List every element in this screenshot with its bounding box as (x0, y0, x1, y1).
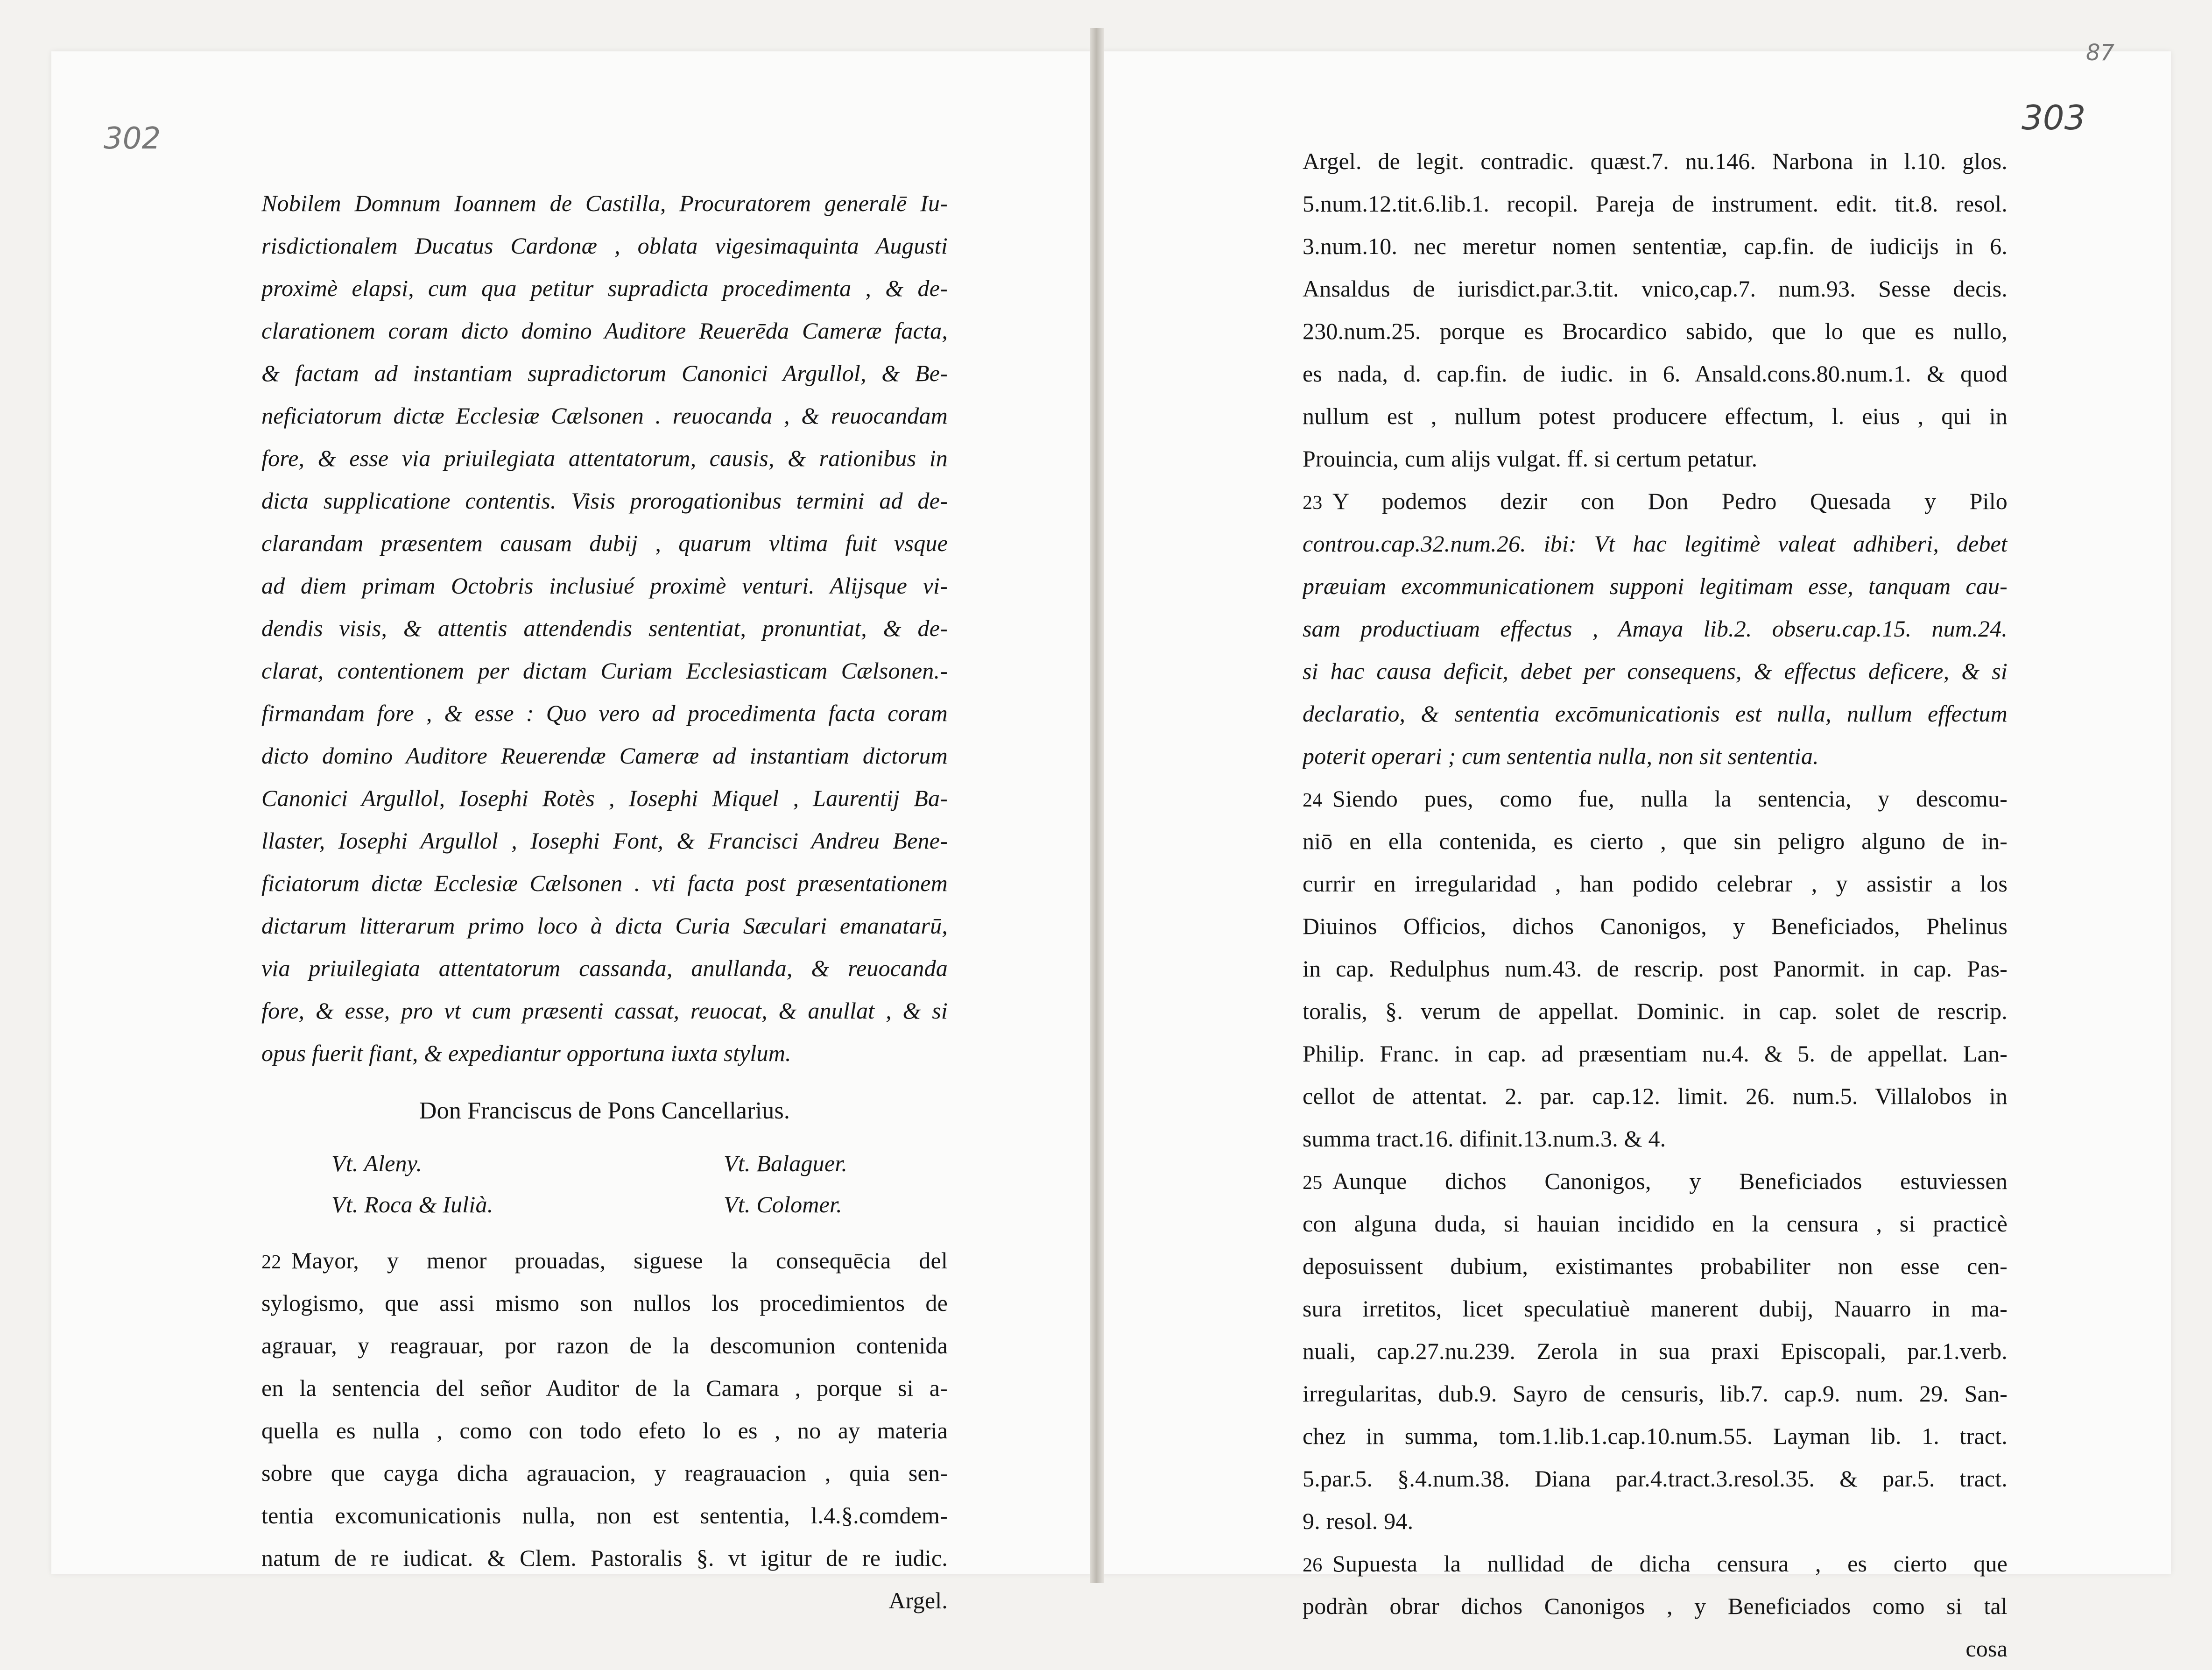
text-line: toralis, §. verum de appellat. Dominic. in cap. solet de rescrip. (1303, 998, 2008, 1024)
text-line: poterit operari ; cum sententia nulla, non sit sententia. (1303, 743, 1819, 769)
paragraph-number: 25 (1303, 1172, 1323, 1194)
text-line: 5.par.5. §.4.num.38. Diana par.4.tract.3.resol.35. & par.5. tract. (1303, 1465, 2008, 1492)
text-line: dicta supplicatione contentis. Visis prorogationibus termini ad de- (261, 488, 948, 514)
text-line: dictarum litterarum primo loco à dicta Curia Sæculari emanatarū, (261, 913, 948, 939)
catchword: cosa (1965, 1635, 2008, 1662)
text-line: ad diem primam Octobris inclusiué proximè venturi. Alijsque vi- (261, 573, 948, 599)
paragraph-23 (1303, 480, 2008, 778)
paragraph-number: 26 (1303, 1555, 1323, 1576)
text-line: dicto domino Auditore Reuerendæ Cameræ ad instantiam dictorum (261, 743, 948, 769)
text-line: currir en irregularidad , han podido celebrar , y assistir a los (1303, 870, 2008, 897)
right-text-column (1303, 140, 2008, 1670)
paragraph-22 (261, 1239, 948, 1622)
paragraph-number: 23 (1303, 492, 1323, 514)
text-line: fore, & esse via priuilegiata attentatorum, causis, & rationibus in (261, 445, 948, 471)
text-line: neficiatorum dictæ Ecclesiæ Cælsonen . reuocanda , & reuocandam (261, 403, 948, 429)
text-line: deposuissent dubium, existimantes probabiliter non esse cen- (1303, 1253, 2008, 1279)
signatures (261, 1142, 948, 1231)
text-line: Y podemos dezir con Don Pedro Quesada y Pilo (1332, 488, 2008, 514)
signature: Vt. Balaguer. (724, 1150, 848, 1176)
text-line: 3.num.10. nec meretur nomen sententiæ, cap.fin. de iudicijs in 6. (1303, 233, 2008, 259)
left-text-column (261, 182, 948, 1622)
text-line: natum de re iudicat. & Clem. Pastoralis §. vt igitur de re iudic. (261, 1545, 948, 1571)
text-line: Aunque dichos Canonigos, y Beneficiados estuviessen (1332, 1168, 2008, 1194)
text-line: irregularitas, dub.9. Sayro de censuris, lib.7. cap.9. num. 29. San- (1303, 1380, 2008, 1407)
text-line: niō en ella contenida, es cierto , que sin peligro alguno de in- (1303, 828, 2008, 854)
signature: Vt. Colomer. (724, 1191, 842, 1217)
paragraph-26 (1303, 1543, 2008, 1670)
text-line: Mayor, y menor prouadas, siguese la consequēcia del (291, 1247, 948, 1274)
paragraph-24 (1303, 778, 2008, 1160)
catchword: Argel. (888, 1587, 948, 1613)
text-line: Siendo pues, como fue, nulla la sentencia, y descomu- (1332, 785, 2008, 812)
text-line: fore, & esse, pro vt cum præsenti cassat, reuocat, & anullat , & si (261, 998, 948, 1024)
text-line: sura irretitos, licet speculatiuè manerent dubij, Nauarro in ma- (1303, 1295, 2008, 1322)
text-line: ficiatorum dictæ Ecclesiæ Cælsonen . vti facta post præsentationem (261, 870, 948, 896)
text-line: via priuilegiata attentatorum cassanda, anullanda, & reuocanda (261, 955, 948, 981)
paragraph-number: 22 (261, 1252, 282, 1273)
text-line: & factam ad instantiam supradictorum Canonici Argullol, & Be- (261, 360, 948, 386)
text-line: Philip. Franc. in cap. ad præsentiam nu.4. & 5. de appellat. Lan- (1303, 1040, 2008, 1067)
text-line: firmandam fore , & esse : Quo vero ad procedimenta facta coram (261, 700, 948, 726)
paragraph-number: 24 (1303, 790, 1323, 811)
text-line: es nada, d. cap.fin. de iudic. in 6. Ansald.cons.80.num.1. & quod (1303, 361, 2008, 387)
folio-number-left: 302 (104, 121, 161, 156)
continuation-block (1303, 140, 2008, 480)
text-line: podràn obrar dichos Canonigos , y Beneficiados como si tal (1303, 1593, 2008, 1619)
text-line: Supuesta la nullidad de dicha censura , es cierto que (1332, 1550, 2008, 1577)
latin-sentence-block (261, 182, 948, 1075)
text-line: risdictionalem Ducatus Cardonæ , oblata vigesimaquinta Augusti (261, 233, 948, 259)
text-line: proximè elapsi, cum qua petitur supradicta procedimenta , & de- (261, 275, 948, 301)
text-line: dendis visis, & attentis attendendis sententiat, pronuntiat, & de- (261, 615, 948, 641)
text-line: opus fuerit fiant, & expediantur opportuna iuxta stylum. (261, 1040, 791, 1066)
chancellor-name: Don Franciscus de Pons Cancellarius. (419, 1097, 790, 1124)
text-line: con alguna duda, si hauian incidido en la censura , si practicè (1303, 1210, 2008, 1237)
text-line: Canonici Argullol, Iosephi Rotès , Iosephi Miquel , Laurentij Ba- (261, 785, 948, 811)
text-line: 9. resol. 94. (1303, 1508, 1414, 1534)
text-line: sylogismo, que assi mismo son nullos los procedimientos de (261, 1290, 948, 1316)
signature: Vt. Aleny. (331, 1150, 423, 1176)
text-line: agrauar, y reagrauar, por razon de la descomunion contenida (261, 1332, 948, 1359)
text-line: Diuinos Officios, dichos Canonigos, y Beneficiados, Phelinus (1303, 913, 2008, 939)
text-line: 230.num.25. porque es Brocardico sabido, que lo que es nullo, (1303, 318, 2008, 344)
text-line: llaster, Iosephi Argullol , Iosephi Font, & Francisci Andreu Bene- (261, 828, 948, 854)
paragraph-25 (1303, 1160, 2008, 1543)
text-line: tentia excomunicationis nulla, non est sententia, l.4.§.comdem- (261, 1502, 948, 1528)
text-line: præuiam excommunicationem supponi legitimam esse, tanquam cau- (1303, 573, 2008, 599)
text-line: declaratio, & sententia excōmunicationis est nulla, nullum effectum (1303, 701, 2008, 727)
folio-number: 303 (2022, 98, 2086, 137)
folio-number-small: 87 (2086, 40, 2115, 66)
text-line: controu.cap.32.num.26. ibi: Vt hac legitimè valeat adhiberi, debet (1303, 531, 2008, 557)
text-line: summa tract.16. difinit.13.num.3. & 4. (1303, 1125, 1666, 1152)
text-line: en la sentencia del señor Auditor de la Camara , porque si a- (261, 1375, 948, 1401)
text-line: Ansaldus de iurisdict.par.3.tit. vnico,cap.7. num.93. Sesse decis. (1303, 276, 2008, 302)
text-line: cellot de attentat. 2. par. cap.12. limit. 26. num.5. Villalobos in (1303, 1083, 2008, 1109)
text-line: chez in summa, tom.1.lib.1.cap.10.num.55. Layman lib. 1. tract. (1303, 1423, 2008, 1449)
text-line: clarandam præsentem causam dubij , quarum vltima fuit vsque (261, 530, 948, 556)
text-line: nullum est , nullum potest producere effectum, l. eius , qui in (1303, 403, 2008, 429)
book-gutter (1090, 28, 1104, 1583)
text-line: nuali, cap.27.nu.239. Zerola in sua praxi Episcopali, par.1.verb. (1303, 1338, 2008, 1364)
text-line: in cap. Redulphus num.43. de rescrip. post Panormit. in cap. Pas- (1303, 955, 2008, 982)
text-line: si hac causa deficit, debet per consequens, & effectus deficere, & si (1303, 658, 2008, 684)
text-line: 5.num.12.tit.6.lib.1. recopil. Pareja de instrument. edit. tit.8. resol. (1303, 191, 2008, 217)
text-line: Argel. de legit. contradic. quæst.7. nu.146. Narbona in l.10. glos. (1303, 148, 2008, 174)
signature: Vt. Roca & Iulià. (331, 1191, 493, 1217)
text-line: Prouincia, cum alijs vulgat. ff. si certum petatur. (1303, 446, 1758, 472)
text-line: Nobilem Domnum Ioannem de Castilla, Procuratorem generalē Iu- (261, 190, 948, 216)
text-line: sobre que cayga dicha agrauacion, y reagrauacion , quia sen- (261, 1460, 948, 1486)
text-line: clarat, contentionem per dictam Curiam Ecclesiasticam Cælsonen.- (261, 658, 948, 684)
text-line: quella es nulla , como con todo efeto lo es , no ay materia (261, 1417, 948, 1444)
text-line: sam productiuam effectus , Amaya lib.2. obseru.cap.15. num.24. (1303, 616, 2008, 642)
text-line: clarationem coram dicto domino Auditore Reuerēda Cameræ facta, (261, 318, 948, 344)
